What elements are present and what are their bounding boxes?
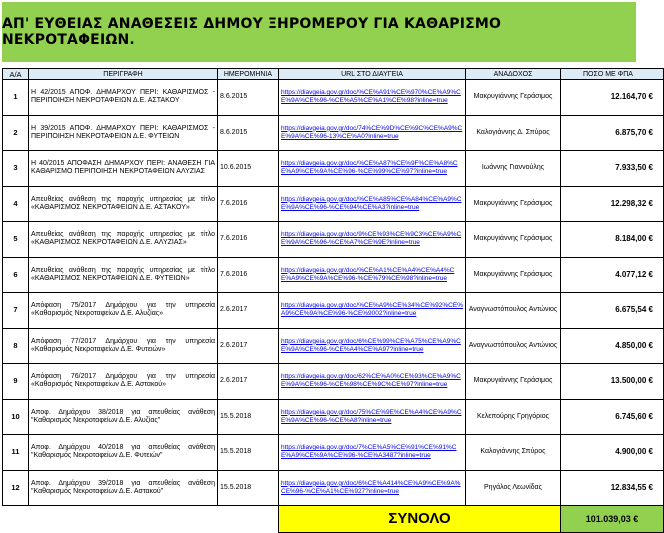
table-row — [3, 80, 664, 116]
diavgeia-link[interactable]: https://diavgeia.gov.gr/doc/74%CE%9D%CE%9C%CE%A9%CE%9A%CE%96-13%CE%A0?inline=true — [281, 124, 463, 140]
row-url-cell — [279, 151, 466, 187]
diavgeia-link[interactable]: https://diavgeia.gov.gr/doc/%CE%A91%CE%970%CE%A9%CE%9A%CE%96-%CE%A5%CE%A1%CE%98?inline=true — [281, 89, 461, 105]
total-spacer — [3, 506, 29, 533]
row-description: Αποφ. Δημάρχου 38/2018 για απευθείας ανάθεση "Καθαρισμός Νεκροταφείων Δ.Ε. Αλυζίας" — [29, 399, 218, 435]
diavgeia-link[interactable]: https://diavgeia.gov.gr/doc/%CE%A87%CE%9F%CE%A8%CE%A9%CE%9A%CE%96-%CE%99%CE%97?inline=true — [281, 160, 458, 176]
row-date: 8.6.2015 — [218, 115, 279, 151]
row-date: 15.5.2018 — [218, 470, 279, 506]
diavgeia-link[interactable]: https://diavgeia.gov.gr/doc/%CE%A85%CE%A84%CE%A9%CE%9A%CE%96-%CE%94%CE%A3?inline=true — [281, 195, 462, 211]
header-amount: ΠΟΣΟ ΜΕ ΦΠΑ — [561, 69, 664, 80]
row-date: 7.6.2016 — [218, 222, 279, 258]
row-description: Η 39/2015 ΑΠΟΦ. ΔΗΜΑΡΧΟΥ ΠΕΡΙ: ΚΑΘΑΡΙΣΜΟΣ - ΠΕΡΙΠΟΙΗΣΗ ΝΕΚΡΟΤΑΦΕΙΩΝ Δ.Ε. ΦΥΤΕΙΩΝ — [29, 115, 218, 151]
row-date: 2.6.2017 — [218, 293, 279, 329]
diavgeia-link[interactable]: https://diavgeia.gov.gr/doc/75%CE%9E%CE%A4%CE%A9%CE%9A%CE%96-%CE%A8?inline=true — [281, 408, 462, 424]
row-amount: 8.184,00 € — [561, 222, 664, 258]
row-number: 5 — [3, 222, 29, 258]
row-contractor: Καλογιάννης Σπύρος — [466, 435, 561, 471]
diavgeia-link[interactable]: https://diavgeia.gov.gr/doc/62%CE%A0%CE%93%CE%A9%CE%9A%CE%96-%CE%98%CE%9C%CE%97?inline=true — [281, 373, 461, 389]
row-number: 3 — [3, 151, 29, 187]
row-contractor: Μακρυγιάννης Γεράσιμος — [466, 364, 561, 400]
table-row — [3, 364, 664, 400]
contracts-table — [2, 68, 664, 533]
row-description: Απόφαση 77/2017 Δημάρχου για την υπηρεσία «Καθαρισμός Νεκροταφείων Δ.Ε. Φυτειών» — [29, 328, 218, 364]
total-label: ΣΥΝΟΛΟ — [279, 506, 561, 533]
diavgeia-link[interactable]: https://diavgeia.gov.gr/doc/%CE%A9%CE%34%CE%92%CE%A9%CE%9A%CE%96-%CE%9002?inline=true — [281, 302, 463, 318]
header-contractor: ΑΝΑΔΟΧΟΣ — [466, 69, 561, 80]
header-aa: Α/Α — [3, 69, 29, 80]
table-header-row — [3, 69, 664, 80]
row-amount: 12.298,32 € — [561, 186, 664, 222]
row-date: 15.5.2018 — [218, 399, 279, 435]
page-title: ΑΠ' ΕΥΘΕΙΑΣ ΑΝΑΘΕΣΕΙΣ ΔΗΜΟΥ ΞΗΡΟΜΕΡΟΥ ΓΙΑ ΚΑΘΑΡΙΣΜΟ ΝΕΚΡΟΤΑΦΕΙΩΝ. — [2, 16, 502, 48]
table-row — [3, 435, 664, 471]
row-url-cell — [279, 115, 466, 151]
row-date: 2.6.2017 — [218, 364, 279, 400]
row-url-cell — [279, 293, 466, 329]
row-number: 1 — [3, 80, 29, 116]
row-date: 7.6.2016 — [218, 186, 279, 222]
table-row — [3, 186, 664, 222]
row-contractor: Μακρυγιάννης Γεράσιμος — [466, 80, 561, 116]
row-contractor: Μακρυγιάννης Γεράσιμος — [466, 186, 561, 222]
row-contractor: Ιωάννης Γιαννούλης — [466, 151, 561, 187]
table-row — [3, 151, 664, 187]
row-date: 15.5.2018 — [218, 435, 279, 471]
row-amount: 4.900,00 € — [561, 435, 664, 471]
row-amount: 6.675,54 € — [561, 293, 664, 329]
table-row — [3, 328, 664, 364]
row-amount: 6.875,70 € — [561, 115, 664, 151]
row-number: 4 — [3, 186, 29, 222]
row-amount: 4.077,12 € — [561, 257, 664, 293]
row-url-cell — [279, 186, 466, 222]
row-date: 8.6.2015 — [218, 80, 279, 116]
total-row — [3, 506, 664, 533]
diavgeia-link[interactable]: https://diavgeia.gov.gr/doc/7%CE%A5%CE%91%CE%91%CE%A9%CE%9A%CE%96-%CE%A3487?inline=true — [281, 444, 457, 460]
row-date: 10.6.2015 — [218, 151, 279, 187]
row-url-cell — [279, 364, 466, 400]
row-url-cell — [279, 399, 466, 435]
table-row — [3, 115, 664, 151]
row-description: Απευθείας ανάθεση της παροχής υπηρεσίας με τίτλο «ΚΑΘΑΡΙΣΜΟΣ ΝΕΚΡΟΤΑΦΕΙΩΝ Δ.Ε. ΑΛΥΖΙΑΣ» — [29, 222, 218, 258]
row-amount: 4.850,00 € — [561, 328, 664, 364]
row-description: Αποφ. Δημάρχου 39/2018 για απευθείας ανάθεση "Καθαρισμός Νεκροταφείων Δ.Ε. Αστακού" — [29, 470, 218, 506]
table-row — [3, 470, 664, 506]
table-row — [3, 293, 664, 329]
row-number: 8 — [3, 328, 29, 364]
row-amount: 12.164,70 € — [561, 80, 664, 116]
row-amount: 13.500,00 € — [561, 364, 664, 400]
row-contractor: Μακρυγιάννης Γεράσιμος — [466, 257, 561, 293]
row-url-cell — [279, 80, 466, 116]
table-body — [3, 80, 664, 506]
row-url-cell — [279, 435, 466, 471]
row-number: 7 — [3, 293, 29, 329]
table-row — [3, 399, 664, 435]
row-date: 2.6.2017 — [218, 328, 279, 364]
row-amount: 12.834,55 € — [561, 470, 664, 506]
diavgeia-link[interactable]: https://diavgeia.gov.gr/doc/%CE%A1%CE%A4%CE%A4%CE%A9%CE%9A%CE%96-%CE%79%CE%98?inline=true — [281, 266, 455, 282]
row-url-cell — [279, 257, 466, 293]
row-url-cell — [279, 222, 466, 258]
row-amount: 6.745,60 € — [561, 399, 664, 435]
total-spacer — [29, 506, 218, 533]
row-number: 11 — [3, 435, 29, 471]
header-date: ΗΜΕΡΟΜΗΝΙΑ — [218, 69, 279, 80]
header-url: URL ΣΤΟ ΔΙΑΥΓΕΙΑ — [279, 69, 466, 80]
row-description: Απευθείας ανάθεση της παροχής υπηρεσίας με τίτλο «ΚΑΘΑΡΙΣΜΟΣ ΝΕΚΡΟΤΑΦΕΙΩΝ Δ.Ε. ΦΥΤΕΙΩΝ» — [29, 257, 218, 293]
row-number: 6 — [3, 257, 29, 293]
row-url-cell — [279, 470, 466, 506]
row-description: Αποφ. Δημάρχου 40/2018 για απευθείας ανάθεση "Καθαρισμός Νεκροταφείων Δ.Ε. Φυτειών" — [29, 435, 218, 471]
row-contractor: Ρηγάλος Λεωνίδας — [466, 470, 561, 506]
row-contractor: Κελεπούρης Γρηγόριος — [466, 399, 561, 435]
row-number: 2 — [3, 115, 29, 151]
page-title-banner — [2, 2, 636, 62]
total-spacer — [218, 506, 279, 533]
diavgeia-link[interactable]: https://diavgeia.gov.gr/doc/6%CE%99%CE%A75%CE%A9%CE%9A%CE%96-%CE%A4%CE%A97?inline=true — [281, 337, 461, 353]
row-description: Η 40/2015 ΑΠΟΦΑΣΗ ΔΗΜΑΡΧΟΥ ΠΕΡΙ: ΑΝΑΘΕΣΗ ΓΙΑ ΚΑΘΑΡΙΣΜΟ ΠΕΡΙΠΟΙΗΣΗ ΝΕΚΡΟΤΑΦΕΙΩΝ ΑΛΥΖΙΑΣ — [29, 151, 218, 187]
row-description: Απόφαση 76/2017 Δημάρχου για την υπηρεσία «Καθαρισμός Νεκροταφείων Δ.Ε. Αστακού» — [29, 364, 218, 400]
row-url-cell — [279, 328, 466, 364]
row-amount: 7.933,50 € — [561, 151, 664, 187]
row-contractor: Αναγνωστόπουλος Αντώνιος — [466, 293, 561, 329]
row-date: 7.6.2016 — [218, 257, 279, 293]
row-number: 12 — [3, 470, 29, 506]
row-description: Απευθείας ανάθεση της παροχής υπηρεσίας με τίτλο «ΚΑΘΑΡΙΣΜΟΣ ΝΕΚΡΟΤΑΦΕΙΩΝ Δ.Ε. ΑΣΤΑΚΟΥ» — [29, 186, 218, 222]
table-row — [3, 222, 664, 258]
row-contractor: Μακρυγιάννης Γεράσιμος — [466, 222, 561, 258]
diavgeia-link[interactable]: https://diavgeia.gov.gr/doc/6%CE%A414%CE%A9%CE%9A%CE%96-%CE%A1%CE%927?inline=true — [281, 479, 461, 495]
row-description: Απόφαση 75/2017 Δημάρχου για την υπηρεσία «Καθαρισμός Νεκροταφείων Δ.Ε. Αλυζίας» — [29, 293, 218, 329]
table-row — [3, 257, 664, 293]
row-description: Η 42/2015 ΑΠΟΦ. ΔΗΜΑΡΧΟΥ ΠΕΡΙ: ΚΑΘΑΡΙΣΜΟΣ - ΠΕΡΙΠΟΙΗΣΗ ΝΕΚΡΟΤΑΦΕΙΩΝ Δ.Ε. ΑΣΤΑΚΟΥ — [29, 80, 218, 116]
row-number: 10 — [3, 399, 29, 435]
row-contractor: Αναγνωστόπουλος Αντώνιος — [466, 328, 561, 364]
row-contractor: Καλογιάννης Δ. Σπύρος — [466, 115, 561, 151]
diavgeia-link[interactable]: https://diavgeia.gov.gr/doc/9%CE%93%CE%9C3%CE%A9%CE%9A%CE%96-%CE%A7%CE%9E?inline=true — [281, 231, 462, 247]
total-amount: 101.039,03 € — [561, 506, 664, 533]
header-description: ΠΕΡΙΓΡΑΦΗ — [29, 69, 218, 80]
row-number: 9 — [3, 364, 29, 400]
